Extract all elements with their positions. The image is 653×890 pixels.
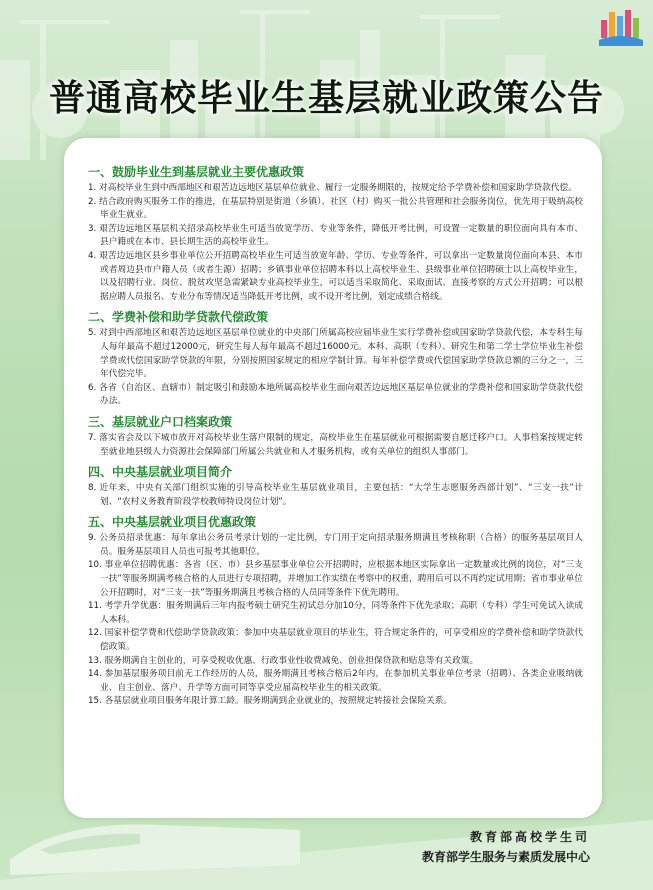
section-heading: 二、学费补偿和助学贷款代偿政策 bbox=[88, 310, 269, 325]
section-heading: 五、中央基层就业项目优惠政策 bbox=[88, 515, 257, 530]
policy-item: 14. 参加基层服务项目前无工作经历的人员，服务期满且考核合格后2年内，在参加机关事业单位考录（招聘）、各类企业吸纳就业、自主创业、落户、升学等方面可同等享受应届高校毕业生的相关政策。 bbox=[88, 669, 583, 693]
policy-item: 4. 艰苦边远地区县乡事业单位公开招聘高校毕业生可适当放宽年龄、学历、专业等条件，可以拿出一定数量岗位面向本县、本市或者周边县市户籍人员（或者生源）招聘；乡镇事业单位招聘本科以上高校毕业生、县级事业单位招聘硕士以上高校毕业生，以及招聘行业、岗位、脱贫攻坚急需紧缺专业高校毕业生，可以适当采取简化、采取面试、直接考察的方式公开招聘；可以根据应聘人员报名、专业分布等情况适当降低开考比例，或不设开考比例，划定成绩合格线。 bbox=[88, 250, 583, 302]
signature-line-2: 教育部学生服务与素质发展中心 bbox=[421, 850, 590, 864]
policy-content bbox=[88, 164, 583, 709]
signature-line-1: 教育部高校学生司 bbox=[469, 830, 590, 844]
policy-item: 10. 事业单位招聘优惠：各省（区、市）县乡基层事业单位公开招聘时，应根据本地区实际拿出一定数量或比例的岗位，对“三支一扶”等服务期满考核合格的人员进行专项招聘，并增加工作实绩在考察中的权重，聘用后可以不再约定试用期；省市事业单位公开招聘时，对“三支一扶”等服务期满且考核合格的人员同等条件下优先聘用。 bbox=[88, 560, 583, 598]
policy-item: 8. 近年来，中央有关部门组织实施的引导高校毕业生基层就业项目，主要包括：“大学生志愿服务西部计划”、“三支一扶”计划、“农村义务教育阶段学校教师特设岗位计划”。 bbox=[88, 483, 583, 507]
policy-item: 3. 艰苦边远地区基层机关招录高校毕业生可适当放宽学历、专业等条件，降低开考比例，可设置一定数量的职位面向具有本市、县户籍或在本市、县长期生活的高校毕业生。 bbox=[88, 223, 583, 248]
policy-item: 9. 公务员招录优惠：每年拿出公务员考录计划的一定比例，专门用于定向招录服务期满且考核称职（合格）的服务基层项目人员。服务基层项目人员也可报考其他职位。 bbox=[88, 533, 583, 557]
section-heading: 一、鼓励毕业生到基层就业主要优惠政策 bbox=[88, 165, 305, 179]
page-title: 普通高校毕业生基层就业政策公告 bbox=[48, 78, 604, 119]
policy-item: 12. 国家补偿学费和代偿助学贷款政策：参加中央基层就业项目的毕业生，符合规定条件的，可享受相应的学费补偿和助学贷款代偿政策。 bbox=[88, 628, 583, 653]
campus-logo-icon bbox=[597, 6, 645, 48]
policy-item: 1. 对高校毕业生到中西部地区和艰苦边远地区基层单位就业、履行一定服务期限的，按规定给予学费补偿和国家助学贷款代偿。 bbox=[88, 183, 577, 193]
section-heading: 三、基层就业户口档案政策 bbox=[88, 414, 233, 429]
policy-item: 13. 服务期满自主创业的，可享受税收优惠、行政事业性收费减免、创业担保贷款和贴息等有关政策。 bbox=[88, 655, 479, 666]
policy-item: 5. 对到中西部地区和艰苦边远地区基层单位就业的中央部门所属高校应届毕业生实行学费补偿或国家助学贷款代偿，本专科生每人每年最高不超过12000元，研究生每人每年最高不超过16000元。本科、高职（专科）、研究生和第二学士学位毕业生补偿学费或代偿国家助学贷款的年限，分别按照国家规定的相应学制计算。每年补偿学费或代偿国家助学贷款总额的三分之一，三年代偿完毕。 bbox=[88, 328, 583, 380]
policy-item: 7. 落实省会及以下城市放开对高校毕业生落户限制的规定，高校毕业生在基层就业可根据需要自愿迁移户口。人事档案按规定转至就业地县级人力资源社会保障部门所属公共就业和人才服务机构，或有关单位的组织人事部门。 bbox=[88, 432, 583, 457]
policy-item: 15. 各基层就业项目服务年限计算工龄。服务期满到企业就业的，按照规定转接社会保险关系。 bbox=[88, 696, 453, 707]
section-heading: 四、中央基层就业项目简介 bbox=[88, 465, 233, 480]
policy-item: 11. 考学升学优惠：服务期满后三年内报考硕士研究生初试总分加10分，同等条件下优先录取；高职（专科）学生可免试入读成人本科。 bbox=[88, 601, 583, 625]
policy-item: 6. 各省（自治区、直辖市）制定吸引和鼓励本地所属高校毕业生面向艰苦边远地区基层单位就业的学费补偿和国家助学贷款代偿办法。 bbox=[88, 382, 583, 407]
policy-item: 2. 结合政府购买服务工作的推进，在基层特别是街道（乡镇）、社区（村）购买一批公共管理和社会服务岗位，优先用于吸纳高校毕业生就业。 bbox=[88, 196, 583, 221]
